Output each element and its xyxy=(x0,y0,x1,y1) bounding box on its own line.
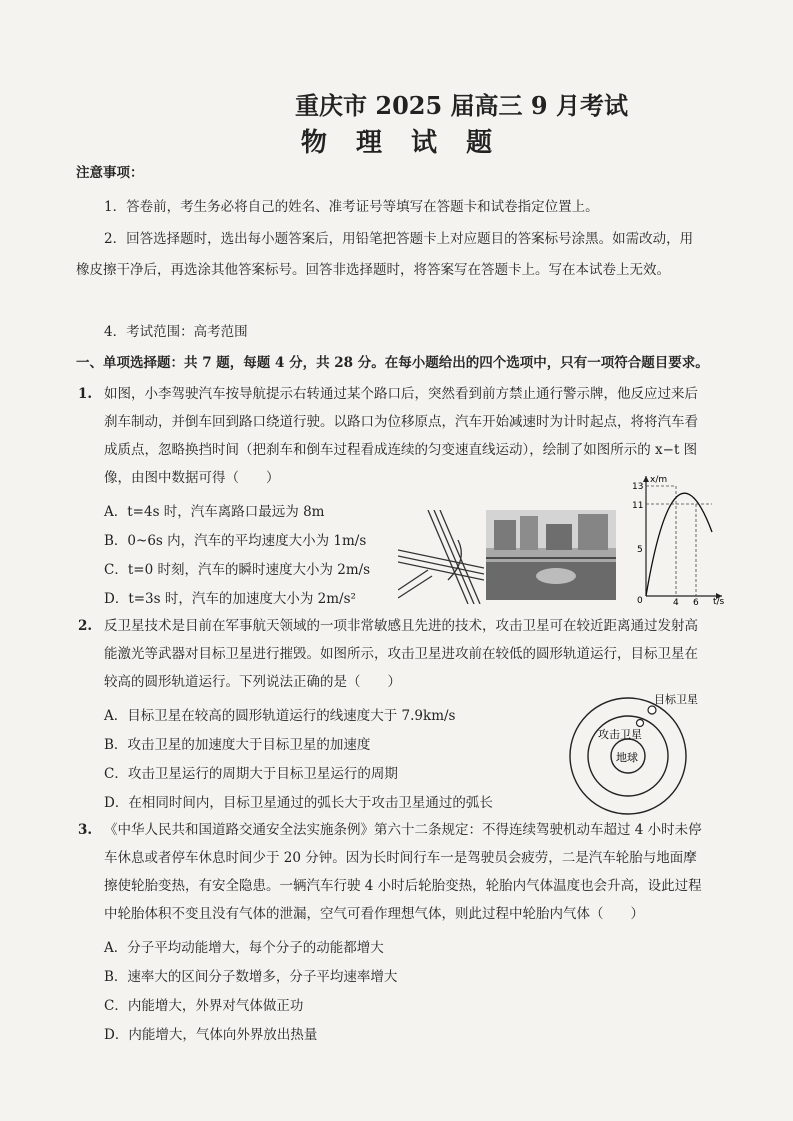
x-t-graph xyxy=(626,472,726,606)
question-2-line-1: 反卫星技术是目前在军事航天领域的一项非常敏感且先进的技术，攻击卫星可在较近距离通过发射高 xyxy=(104,618,698,634)
question-1-line-2: 刹车制动，并倒车回到路口绕道行驶。以路口为位移原点，汽车开始减速时为计时起点，将将汽车看 xyxy=(104,414,698,430)
notice-item-2-line-2: 橡皮擦干净后，再选涂其他答案标号。回答非选择题时，将答案写在答题卡上。写在本试卷上无效。 xyxy=(76,262,670,278)
question-1-number: 1. xyxy=(78,386,93,402)
question-2-line-3: 较高的圆形轨道运行。下列说法正确的是（ ） xyxy=(104,674,401,690)
origin-label: 0 xyxy=(637,596,643,606)
question-2-option-b: B．攻击卫星的加速度大于目标卫星的加速度 xyxy=(104,737,371,753)
x-axis-arrow xyxy=(643,476,649,482)
y-tick-5: 5 xyxy=(637,545,643,555)
question-1-line-4: 像，由图中数据可得（ ） xyxy=(104,470,280,486)
earth-label: 地球 xyxy=(616,751,638,764)
question-3-option-a: A．分子平均动能增大，每个分子的动能都增大 xyxy=(104,940,384,956)
question-3-number: 3. xyxy=(78,822,93,838)
question-2-line-2: 能激光等武器对目标卫星进行摧毁。如图所示，攻击卫星进攻前在较低的圆形轨道运行，目标卫星在 xyxy=(104,646,698,662)
notice-item-1: 1．答卷前，考生务必将自己的姓名、准考证号等填写在答题卡和试卷指定位置上。 xyxy=(104,199,599,215)
question-2-option-a: A．目标卫星在较高的圆形轨道运行的线速度大于 7.9km/s xyxy=(104,708,456,724)
question-1-line-1: 如图，小李驾驶汽车按导航提示右转通过某个路口后，突然看到前方禁止通行警示牌，他反应过来后 xyxy=(104,386,698,402)
question-2-number: 2. xyxy=(78,618,93,634)
question-1-option-c: C．t=0 时刻，汽车的瞬时速度大小为 2m/s xyxy=(104,562,371,578)
notice-item-2-line-1: 2．回答选择题时，选出每小题答案后，用铅笔把答题卡上对应题目的答案标号涂黑。如需改动，用 xyxy=(104,231,694,247)
x-tick-6: 6 xyxy=(693,598,699,606)
question-3-line-3: 擦使轮胎变热，有安全隐患。一辆汽车行驶 4 小时后轮胎变热，轮胎内气体温度也会升高，设此过程 xyxy=(104,878,702,894)
x-tick-4: 4 xyxy=(673,598,679,606)
target-satellite-label: 目标卫星 xyxy=(654,693,698,706)
orbit-diagram xyxy=(560,686,720,816)
x-axis-label: x/m xyxy=(650,475,668,485)
question-3-line-2: 车休息或者停车休息时间少于 20 分钟。因为长时间行车一是驾驶员会疲劳，二是汽车轮胎与地面摩 xyxy=(104,850,697,866)
subject-title: 物 理 试 题 xyxy=(300,128,503,158)
attack-satellite-dot xyxy=(637,720,644,727)
x-t-curve xyxy=(646,493,712,596)
y-tick-13: 13 xyxy=(632,482,644,492)
target-satellite-dot xyxy=(648,706,656,714)
exam-title: 重庆市 2025 届高三 9 月考试 xyxy=(295,91,628,120)
question-1-option-a: A．t=4s 时，汽车离路口最远为 8m xyxy=(104,504,325,520)
street-photo xyxy=(486,510,616,600)
question-1-line-3: 成质点，忽略换挡时间（把刹车和倒车过程看成连续的匀变速直线运动），绘制了如图所示的 x−t 图 xyxy=(104,442,698,458)
question-3-line-4: 中轮胎体积不变且没有气体的泄漏，空气可看作理想气体，则此过程中轮胎内气体（ ） xyxy=(104,906,644,922)
question-1-option-b: B．0~6s 内，汽车的平均速度大小为 1m/s xyxy=(104,533,367,549)
t-axis-label: t/s xyxy=(713,597,725,606)
question-2-option-d: D．在相同时间内，目标卫星通过的弧长大于攻击卫星通过的弧长 xyxy=(104,795,493,811)
y-tick-11: 11 xyxy=(632,501,644,511)
question-3-option-d: D．内能增大，气体向外界放出热量 xyxy=(104,1027,318,1043)
section-1-heading: 一、单项选择题：共 7 题，每题 4 分，共 28 分。在每小题给出的四个选项中，只有一项符合题目要求。 xyxy=(76,355,709,371)
notice-item-4: 4．考试范围：高考范围 xyxy=(104,324,248,340)
road-map-figure xyxy=(398,510,484,604)
attack-satellite-label: 攻击卫星 xyxy=(598,728,642,741)
notice-heading: 注意事项： xyxy=(76,165,144,181)
question-2-option-c: C．攻击卫星运行的周期大于目标卫星运行的周期 xyxy=(104,766,398,782)
question-1-option-d: D．t=3s 时，汽车的加速度大小为 2m/s² xyxy=(104,591,356,607)
question-3-option-c: C．内能增大，外界对气体做正功 xyxy=(104,998,304,1014)
question-3-line-1: 《中华人民共和国道路交通安全法实施条例》第六十二条规定：不得连续驾驶机动车超过 4 小时未停 xyxy=(104,822,702,838)
question-3-option-b: B．速率大的区间分子数增多，分子平均速率增大 xyxy=(104,969,398,985)
